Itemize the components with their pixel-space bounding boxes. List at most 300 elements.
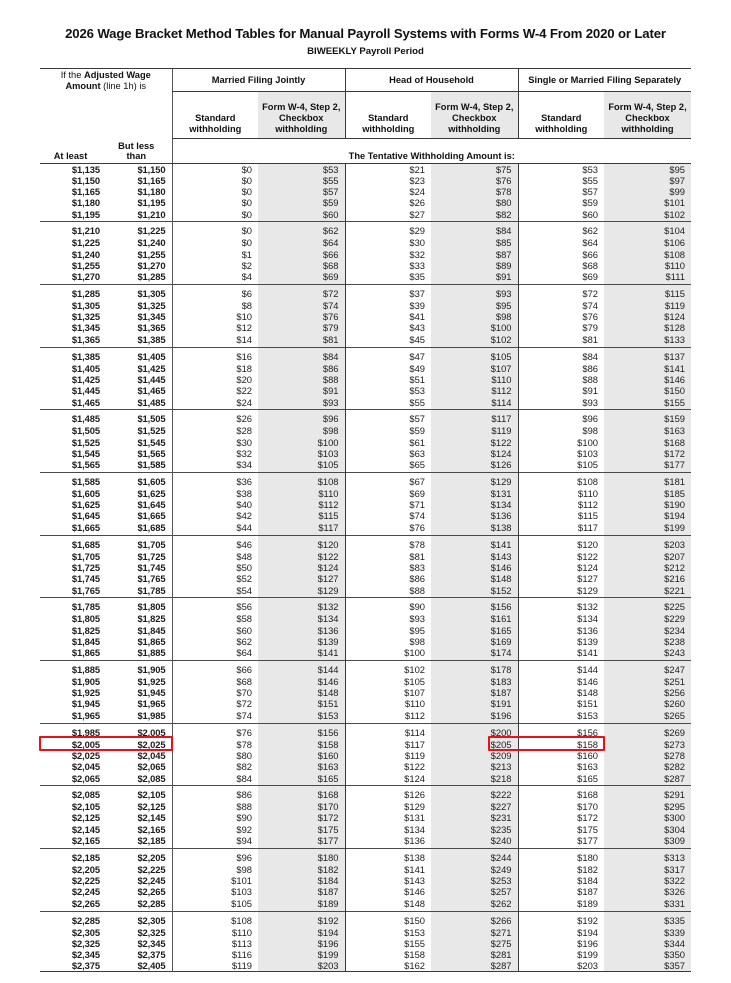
table-row[interactable] xyxy=(40,812,691,823)
cell-hoh-checkbox: $227 xyxy=(431,801,518,812)
cell-hoh-checkbox: $183 xyxy=(431,676,518,687)
cell-hoh-checkbox: $87 xyxy=(431,249,518,260)
cell-at-least: $2,205 xyxy=(71,864,100,876)
cell-hoh-standard: $27 xyxy=(345,208,431,222)
cell-hoh-checkbox: $253 xyxy=(431,875,518,886)
cell-at-least: $1,865 xyxy=(71,647,100,659)
table-row[interactable] xyxy=(40,927,691,938)
cell-single-checkbox: $199 xyxy=(604,521,691,535)
cell-mfj-standard: $40 xyxy=(172,499,258,510)
cell-mfj-checkbox: $168 xyxy=(258,786,345,802)
cell-single-standard: $122 xyxy=(518,551,604,562)
cell-but-less-than: $1,180 xyxy=(137,185,166,197)
cell-at-least: $1,240 xyxy=(71,248,100,260)
subheader-single-checkbox xyxy=(604,91,691,138)
cell-mfj-standard: $84 xyxy=(172,772,258,786)
cell-single-checkbox: $99 xyxy=(604,186,691,197)
cell-hoh-checkbox: $85 xyxy=(431,237,518,248)
cell-single-checkbox: $111 xyxy=(604,271,691,285)
cell-at-least: $1,905 xyxy=(71,676,100,688)
cell-but-less-than: $1,885 xyxy=(137,647,166,659)
cell-at-least: $1,225 xyxy=(71,237,100,249)
cell-at-least: $1,150 xyxy=(71,174,100,186)
cell-but-less-than: $1,825 xyxy=(137,613,166,625)
cell-at-least: $2,065 xyxy=(71,772,100,784)
cell-hoh-checkbox: $129 xyxy=(431,472,518,488)
cell-hoh-checkbox: $257 xyxy=(431,886,518,897)
cell-hoh-standard: $23 xyxy=(345,175,431,186)
cell-hoh-standard: $146 xyxy=(345,886,431,897)
cell-single-checkbox: $133 xyxy=(604,333,691,347)
cell-mfj-standard: $56 xyxy=(172,598,258,614)
cell-hoh-checkbox: $141 xyxy=(431,535,518,551)
table-row[interactable] xyxy=(40,208,691,222)
cell-mfj-checkbox: $117 xyxy=(258,521,345,535)
cell-at-least: $1,180 xyxy=(71,197,100,208)
table-row[interactable] xyxy=(40,448,691,459)
cell-hoh-checkbox: $112 xyxy=(431,385,518,396)
cell-mfj-standard: $54 xyxy=(172,584,258,598)
cell-hoh-standard: $136 xyxy=(345,835,431,849)
table-row[interactable] xyxy=(40,647,691,661)
table-row[interactable] xyxy=(40,425,691,436)
cell-but-less-than: $1,545 xyxy=(137,436,166,448)
cell-but-less-than: $2,125 xyxy=(137,801,166,813)
table-row[interactable] xyxy=(40,875,691,886)
cell-mfj-checkbox: $59 xyxy=(258,197,345,208)
cell-hoh-standard: $65 xyxy=(345,459,431,473)
cell-single-standard: $129 xyxy=(518,584,604,598)
cell-single-checkbox: $357 xyxy=(604,960,691,972)
cell-mfj-checkbox: $84 xyxy=(258,347,345,363)
subheader-single-standard xyxy=(518,91,604,138)
cell-hoh-checkbox: $122 xyxy=(431,437,518,448)
cell-single-checkbox: $221 xyxy=(604,584,691,598)
cell-but-less-than: $1,305 xyxy=(137,287,166,299)
header-row-status xyxy=(40,68,691,91)
table-row[interactable] xyxy=(40,886,691,897)
table-row[interactable] xyxy=(40,960,691,972)
cell-hoh-checkbox: $134 xyxy=(431,499,518,510)
cell-mfj-checkbox: $88 xyxy=(258,374,345,385)
cell-mfj-standard: $20 xyxy=(172,374,258,385)
cell-at-least: $2,005 xyxy=(71,738,100,750)
cell-hoh-checkbox: $209 xyxy=(431,750,518,761)
cell-single-standard: $60 xyxy=(518,208,604,222)
cell-hoh-standard: $71 xyxy=(345,499,431,510)
table-row[interactable] xyxy=(40,598,691,614)
subheader-hoh-standard xyxy=(345,91,431,138)
cell-single-standard: $184 xyxy=(518,875,604,886)
cell-mfj-checkbox: $134 xyxy=(258,613,345,624)
cell-mfj-standard: $48 xyxy=(172,551,258,562)
cell-mfj-standard: $101 xyxy=(172,875,258,886)
cell-single-checkbox: $278 xyxy=(604,750,691,761)
label-withholding: withholding xyxy=(275,124,328,135)
cell-mfj-checkbox: $132 xyxy=(258,598,345,614)
table-row[interactable] xyxy=(40,949,691,960)
label-withholding: withholding xyxy=(362,124,415,135)
table-row[interactable] xyxy=(40,676,691,687)
cell-mfj-standard: $2 xyxy=(172,260,258,271)
awa-prefix: If the xyxy=(60,69,84,80)
cell-mfj-standard: $108 xyxy=(172,911,258,927)
table-row[interactable] xyxy=(40,510,691,521)
table-row[interactable] xyxy=(40,911,691,927)
table-row[interactable] xyxy=(40,488,691,499)
cell-mfj-checkbox: $74 xyxy=(258,300,345,311)
cell-single-standard: $199 xyxy=(518,949,604,960)
cell-mfj-checkbox: $189 xyxy=(258,897,345,911)
table-row[interactable] xyxy=(40,186,691,197)
cell-hoh-standard: $83 xyxy=(345,562,431,573)
cell-mfj-checkbox: $76 xyxy=(258,311,345,322)
cell-but-less-than: $2,145 xyxy=(137,812,166,824)
cell-single-checkbox: $203 xyxy=(604,535,691,551)
cell-mfj-standard: $110 xyxy=(172,927,258,938)
table-row[interactable] xyxy=(40,300,691,311)
table-row[interactable] xyxy=(40,499,691,510)
cell-but-less-than: $2,225 xyxy=(137,864,166,876)
cell-mfj-checkbox: $91 xyxy=(258,385,345,396)
cell-single-checkbox: $115 xyxy=(604,284,691,300)
cell-at-least: $2,085 xyxy=(71,789,100,801)
cell-but-less-than: $1,485 xyxy=(137,396,166,408)
adjusted-wage-amount-header xyxy=(40,68,172,91)
cell-hoh-standard: $119 xyxy=(345,750,431,761)
table-row[interactable] xyxy=(40,723,691,739)
cell-mfj-checkbox: $122 xyxy=(258,551,345,562)
cell-hoh-standard: $33 xyxy=(345,260,431,271)
label-withholding: withholding xyxy=(448,124,501,135)
cell-single-standard: $132 xyxy=(518,598,604,614)
cell-single-checkbox: $128 xyxy=(604,322,691,333)
table-row[interactable] xyxy=(40,222,691,238)
table-row[interactable] xyxy=(40,687,691,698)
cell-at-least: $1,405 xyxy=(71,362,100,374)
cell-single-standard: $100 xyxy=(518,437,604,448)
cell-hoh-checkbox: $281 xyxy=(431,949,518,960)
cell-single-standard: $189 xyxy=(518,897,604,911)
cell-mfj-standard: $6 xyxy=(172,284,258,300)
cell-hoh-checkbox: $165 xyxy=(431,625,518,636)
cell-hoh-checkbox: $148 xyxy=(431,573,518,584)
cell-hoh-standard: $143 xyxy=(345,875,431,886)
table-row[interactable] xyxy=(40,197,691,208)
cell-hoh-standard: $105 xyxy=(345,676,431,687)
cell-at-least: $2,345 xyxy=(71,948,100,960)
cell-mfj-standard: $64 xyxy=(172,647,258,661)
cell-but-less-than: $2,375 xyxy=(137,948,166,960)
table-row[interactable] xyxy=(40,284,691,300)
cell-hoh-checkbox: $146 xyxy=(431,562,518,573)
table-row[interactable] xyxy=(40,472,691,488)
label-withholding: withholding xyxy=(535,124,588,135)
label-withholding: withholding xyxy=(621,124,674,135)
label-checkbox: Checkbox xyxy=(452,113,497,124)
cell-single-standard: $62 xyxy=(518,222,604,238)
title-block xyxy=(0,0,731,57)
cell-single-standard: $68 xyxy=(518,260,604,271)
cell-but-less-than: $1,405 xyxy=(137,350,166,362)
cell-mfj-standard: $38 xyxy=(172,488,258,499)
cell-but-less-than: $1,240 xyxy=(137,237,166,249)
cell-hoh-standard: $93 xyxy=(345,613,431,624)
cell-single-standard: $196 xyxy=(518,938,604,949)
cell-hoh-standard: $43 xyxy=(345,322,431,333)
cell-but-less-than: $1,645 xyxy=(137,499,166,511)
cell-but-less-than: $2,345 xyxy=(137,937,166,949)
cell-hoh-checkbox: $156 xyxy=(431,598,518,614)
cell-hoh-standard: $98 xyxy=(345,636,431,647)
cell-but-less-than: $1,525 xyxy=(137,425,166,437)
table-row[interactable] xyxy=(40,260,691,271)
cell-hoh-standard: $124 xyxy=(345,772,431,786)
table-row[interactable] xyxy=(40,237,691,248)
cell-hoh-checkbox: $117 xyxy=(431,410,518,426)
cell-hoh-standard: $100 xyxy=(345,647,431,661)
cell-single-standard: $96 xyxy=(518,410,604,426)
cell-mfj-checkbox: $127 xyxy=(258,573,345,584)
cell-mfj-standard: $0 xyxy=(172,186,258,197)
table-row[interactable] xyxy=(40,311,691,322)
cell-mfj-checkbox: $115 xyxy=(258,510,345,521)
cell-at-least: $1,585 xyxy=(71,475,100,487)
bottom-rule xyxy=(40,972,691,983)
cell-but-less-than: $1,865 xyxy=(137,635,166,647)
cell-single-standard: $110 xyxy=(518,488,604,499)
table-row[interactable] xyxy=(40,864,691,875)
table-row[interactable] xyxy=(40,459,691,473)
cell-single-standard: $134 xyxy=(518,613,604,624)
cell-at-least: $1,805 xyxy=(71,613,100,625)
table-row[interactable] xyxy=(40,322,691,333)
table-row[interactable] xyxy=(40,709,691,723)
cell-mfj-standard: $119 xyxy=(172,960,258,972)
cell-single-checkbox: $207 xyxy=(604,551,691,562)
cell-at-least: $1,885 xyxy=(71,663,100,675)
cell-single-standard: $187 xyxy=(518,886,604,897)
cell-mfj-checkbox: $120 xyxy=(258,535,345,551)
cell-single-standard: $105 xyxy=(518,459,604,473)
cell-single-standard: $98 xyxy=(518,425,604,436)
cell-hoh-checkbox: $200 xyxy=(431,723,518,739)
cell-at-least: $1,545 xyxy=(71,447,100,459)
cell-single-standard: $139 xyxy=(518,636,604,647)
cell-hoh-checkbox: $187 xyxy=(431,687,518,698)
cell-mfj-standard: $1 xyxy=(172,249,258,260)
page-title: 2026 Wage Bracket Method Tables for Manual Payroll Systems with Forms W-4 From 2020 or Later xyxy=(65,26,666,41)
cell-but-less-than: $1,150 xyxy=(137,163,166,175)
cell-single-checkbox: $124 xyxy=(604,311,691,322)
cell-single-checkbox: $137 xyxy=(604,347,691,363)
label-checkbox: Checkbox xyxy=(279,113,324,124)
cell-single-checkbox: $97 xyxy=(604,175,691,186)
cell-hoh-checkbox: $152 xyxy=(431,584,518,598)
cell-mfj-standard: $78 xyxy=(172,739,258,750)
cell-single-standard: $160 xyxy=(518,750,604,761)
table-row[interactable] xyxy=(40,613,691,624)
cell-single-checkbox: $335 xyxy=(604,911,691,927)
cell-at-least: $1,305 xyxy=(71,300,100,312)
table-row[interactable] xyxy=(40,521,691,535)
table-row[interactable] xyxy=(40,347,691,363)
awa-bold1: Adjusted Wage xyxy=(83,69,151,80)
cell-mfj-checkbox: $69 xyxy=(258,271,345,285)
cell-mfj-standard: $70 xyxy=(172,687,258,698)
cell-at-least: $1,925 xyxy=(71,687,100,699)
cell-single-checkbox: $265 xyxy=(604,709,691,723)
subheader-mfj-standard xyxy=(172,91,258,138)
cell-but-less-than: $1,905 xyxy=(137,663,166,675)
table-row[interactable] xyxy=(40,363,691,374)
cell-hoh-checkbox: $102 xyxy=(431,333,518,347)
cell-at-least: $2,375 xyxy=(71,959,100,971)
cell-mfj-checkbox: $103 xyxy=(258,448,345,459)
table-row[interactable] xyxy=(40,573,691,584)
cell-but-less-than: $1,925 xyxy=(137,676,166,688)
table-row[interactable] xyxy=(40,636,691,647)
cell-hoh-standard: $21 xyxy=(345,163,431,175)
table-row[interactable] xyxy=(40,835,691,849)
cell-hoh-standard: $153 xyxy=(345,927,431,938)
cell-hoh-checkbox: $275 xyxy=(431,938,518,949)
cell-mfj-checkbox: $184 xyxy=(258,875,345,886)
cell-single-standard: $76 xyxy=(518,311,604,322)
cell-mfj-checkbox: $136 xyxy=(258,625,345,636)
table-row[interactable] xyxy=(40,163,691,175)
table-row[interactable] xyxy=(40,938,691,949)
cell-hoh-checkbox: $266 xyxy=(431,911,518,927)
table-row[interactable] xyxy=(40,249,691,260)
cell-single-standard: $59 xyxy=(518,197,604,208)
cell-single-standard: $53 xyxy=(518,163,604,175)
cell-hoh-standard: $69 xyxy=(345,488,431,499)
table-row[interactable] xyxy=(40,437,691,448)
cell-at-least: $1,325 xyxy=(71,311,100,323)
cell-mfj-standard: $42 xyxy=(172,510,258,521)
cell-at-least: $1,705 xyxy=(71,550,100,562)
cell-mfj-standard: $113 xyxy=(172,938,258,949)
table-row[interactable] xyxy=(40,271,691,285)
cell-hoh-checkbox: $91 xyxy=(431,271,518,285)
awa-suffix: (line 1h) is xyxy=(100,80,147,91)
table-row[interactable] xyxy=(40,374,691,385)
table-row[interactable] xyxy=(40,824,691,835)
table-row[interactable] xyxy=(40,410,691,426)
cell-hoh-standard: $51 xyxy=(345,374,431,385)
table-row[interactable] xyxy=(40,801,691,812)
cell-mfj-standard: $50 xyxy=(172,562,258,573)
cell-mfj-checkbox: $68 xyxy=(258,260,345,271)
table-row[interactable] xyxy=(40,385,691,396)
cell-hoh-checkbox: $95 xyxy=(431,300,518,311)
table-row[interactable] xyxy=(40,175,691,186)
cell-at-least: $1,255 xyxy=(71,259,100,271)
header-row-bounds xyxy=(40,138,691,163)
cell-at-least: $1,625 xyxy=(71,499,100,511)
cell-hoh-standard: $53 xyxy=(345,385,431,396)
cell-but-less-than: $1,270 xyxy=(137,259,166,271)
cell-mfj-standard: $28 xyxy=(172,425,258,436)
awa-bold2: Amount xyxy=(65,80,101,91)
table-row[interactable] xyxy=(40,333,691,347)
cell-at-least: $2,125 xyxy=(71,812,100,824)
cell-hoh-standard: $141 xyxy=(345,864,431,875)
cell-single-checkbox: $110 xyxy=(604,260,691,271)
cell-single-standard: $146 xyxy=(518,676,604,687)
cell-but-less-than: $1,365 xyxy=(137,322,166,334)
cell-single-standard: $158 xyxy=(518,739,604,750)
cell-mfj-checkbox: $110 xyxy=(258,488,345,499)
cell-mfj-standard: $72 xyxy=(172,698,258,709)
cell-single-standard: $81 xyxy=(518,333,604,347)
cell-at-least: $2,105 xyxy=(71,801,100,813)
table-row[interactable] xyxy=(40,750,691,761)
table-row[interactable] xyxy=(40,625,691,636)
cell-hoh-standard: $81 xyxy=(345,551,431,562)
cell-mfj-standard: $86 xyxy=(172,786,258,802)
cell-but-less-than: $1,665 xyxy=(137,510,166,522)
cell-hoh-checkbox: $218 xyxy=(431,772,518,786)
table-row[interactable] xyxy=(40,551,691,562)
cell-single-checkbox: $168 xyxy=(604,437,691,448)
cell-single-checkbox: $159 xyxy=(604,410,691,426)
cell-hoh-checkbox: $244 xyxy=(431,848,518,864)
cell-single-checkbox: $185 xyxy=(604,488,691,499)
table-row[interactable] xyxy=(40,396,691,410)
cell-single-standard: $124 xyxy=(518,562,604,573)
table-row[interactable] xyxy=(40,739,691,750)
table-row[interactable] xyxy=(40,786,691,802)
label-withholding: withholding xyxy=(189,124,242,135)
table-row[interactable] xyxy=(40,660,691,676)
cell-single-standard: $91 xyxy=(518,385,604,396)
cell-single-checkbox: $150 xyxy=(604,385,691,396)
cell-mfj-standard: $34 xyxy=(172,459,258,473)
cell-mfj-standard: $116 xyxy=(172,949,258,960)
cell-hoh-standard: $29 xyxy=(345,222,431,238)
table-row[interactable] xyxy=(40,897,691,911)
cell-at-least: $1,485 xyxy=(71,413,100,425)
table-bottom-rule xyxy=(40,972,691,983)
cell-mfj-standard: $92 xyxy=(172,824,258,835)
cell-at-least: $2,305 xyxy=(71,926,100,938)
table-row[interactable] xyxy=(40,848,691,864)
table-row[interactable] xyxy=(40,562,691,573)
cell-but-less-than: $1,465 xyxy=(137,384,166,396)
cell-hoh-checkbox: $205 xyxy=(431,739,518,750)
table-row[interactable] xyxy=(40,698,691,709)
cell-at-least: $1,505 xyxy=(71,425,100,437)
table-row[interactable] xyxy=(40,535,691,551)
cell-but-less-than: $1,745 xyxy=(137,561,166,573)
subheader-hoh-checkbox xyxy=(431,91,518,138)
table-row[interactable] xyxy=(40,761,691,772)
table-row[interactable] xyxy=(40,584,691,598)
cell-single-standard: $108 xyxy=(518,472,604,488)
cell-single-checkbox: $95 xyxy=(604,163,691,175)
cell-hoh-checkbox: $174 xyxy=(431,647,518,661)
cell-single-checkbox: $331 xyxy=(604,897,691,911)
cell-at-least: $2,045 xyxy=(71,760,100,772)
cell-hoh-standard: $134 xyxy=(345,824,431,835)
table-row[interactable] xyxy=(40,772,691,786)
cell-hoh-checkbox: $82 xyxy=(431,208,518,222)
cell-at-least: $1,785 xyxy=(71,601,100,613)
cell-hoh-standard: $24 xyxy=(345,186,431,197)
cell-single-checkbox: $108 xyxy=(604,249,691,260)
